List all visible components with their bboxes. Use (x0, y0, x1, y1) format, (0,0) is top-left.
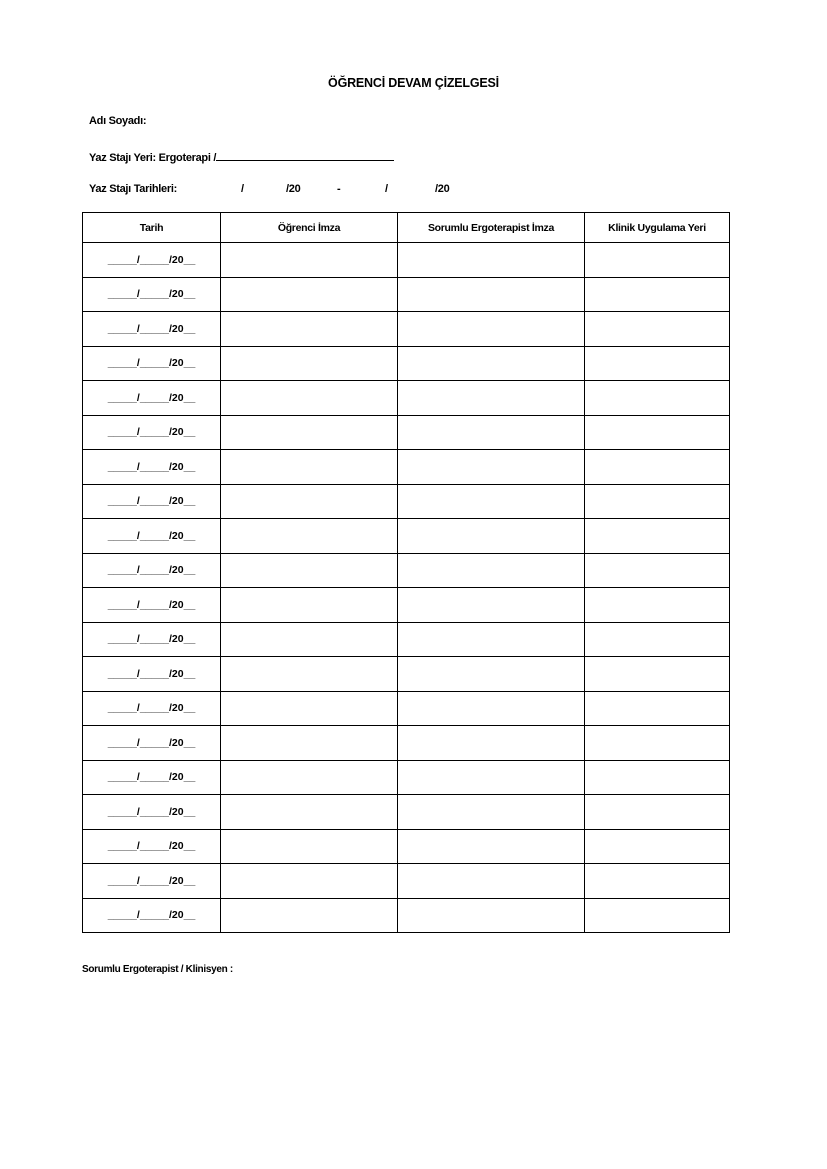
date-cell[interactable]: _____/_____/20__ (83, 864, 221, 899)
date-cell[interactable]: _____/_____/20__ (83, 312, 221, 347)
clinic-location-cell[interactable] (585, 795, 730, 830)
date-cell[interactable]: _____/_____/20__ (83, 415, 221, 450)
column-header-student-signature: Öğrenci İmza (221, 213, 398, 243)
page-title: ÖĞRENCİ DEVAM ÇİZELGESİ (328, 76, 499, 90)
therapist-signature-cell[interactable] (398, 795, 585, 830)
internship-place-label: Yaz Stajı Yeri: Ergoterapi / (89, 152, 217, 164)
clinic-location-cell[interactable] (585, 726, 730, 761)
date-cell[interactable]: _____/_____/20__ (83, 484, 221, 519)
student-signature-cell[interactable] (221, 277, 398, 312)
date-cell[interactable]: _____/_____/20__ (83, 277, 221, 312)
therapist-signature-cell[interactable] (398, 346, 585, 381)
date-cell[interactable]: _____/_____/20__ (83, 450, 221, 485)
date-cell[interactable]: _____/_____/20__ (83, 243, 221, 278)
student-signature-cell[interactable] (221, 657, 398, 692)
date-cell[interactable]: _____/_____/20__ (83, 795, 221, 830)
student-signature-cell[interactable] (221, 346, 398, 381)
clinic-location-cell[interactable] (585, 553, 730, 588)
date-cell[interactable]: _____/_____/20__ (83, 622, 221, 657)
date-cell[interactable]: _____/_____/20__ (83, 829, 221, 864)
therapist-signature-cell[interactable] (398, 484, 585, 519)
student-signature-cell[interactable] (221, 691, 398, 726)
name-field-label: Adı Soyadı: (89, 115, 147, 127)
clinic-location-cell[interactable] (585, 829, 730, 864)
dates-separator-1: / (241, 183, 244, 195)
clinic-location-cell[interactable] (585, 312, 730, 347)
therapist-signature-cell[interactable] (398, 243, 585, 278)
column-header-therapist-signature: Sorumlu Ergoterapist İmza (398, 213, 585, 243)
column-header-clinic-location: Klinik Uygulama Yeri (585, 213, 730, 243)
student-signature-cell[interactable] (221, 864, 398, 899)
table-row (83, 415, 730, 450)
therapist-signature-cell[interactable] (398, 450, 585, 485)
table-row (83, 622, 730, 657)
clinic-location-cell[interactable] (585, 864, 730, 899)
clinic-location-cell[interactable] (585, 691, 730, 726)
date-cell[interactable]: _____/_____/20__ (83, 898, 221, 933)
therapist-signature-cell[interactable] (398, 691, 585, 726)
dates-separator-4: /20 (435, 183, 450, 195)
date-cell[interactable]: _____/_____/20__ (83, 381, 221, 416)
table-row (83, 484, 730, 519)
clinic-location-cell[interactable] (585, 898, 730, 933)
therapist-signature-cell[interactable] (398, 829, 585, 864)
therapist-signature-cell[interactable] (398, 726, 585, 761)
clinic-location-cell[interactable] (585, 346, 730, 381)
clinic-location-cell[interactable] (585, 243, 730, 278)
attendance-table (82, 212, 730, 933)
therapist-signature-cell[interactable] (398, 864, 585, 899)
therapist-clinician-label: Sorumlu Ergoterapist / Klinisyen : (82, 964, 233, 975)
column-header-date: Tarih (83, 213, 221, 243)
therapist-signature-cell[interactable] (398, 622, 585, 657)
date-cell[interactable]: _____/_____/20__ (83, 553, 221, 588)
table-row (83, 450, 730, 485)
table-row (83, 346, 730, 381)
therapist-signature-cell[interactable] (398, 898, 585, 933)
table-row (83, 588, 730, 623)
internship-place-field (89, 149, 394, 164)
clinic-location-cell[interactable] (585, 588, 730, 623)
table-row (83, 381, 730, 416)
student-signature-cell[interactable] (221, 795, 398, 830)
student-signature-cell[interactable] (221, 450, 398, 485)
therapist-signature-cell[interactable] (398, 415, 585, 450)
student-signature-cell[interactable] (221, 312, 398, 347)
student-signature-cell[interactable] (221, 381, 398, 416)
clinic-location-cell[interactable] (585, 415, 730, 450)
table-row (83, 691, 730, 726)
table-row (83, 795, 730, 830)
student-signature-cell[interactable] (221, 243, 398, 278)
table-row (83, 864, 730, 899)
clinic-location-cell[interactable] (585, 484, 730, 519)
therapist-signature-cell[interactable] (398, 277, 585, 312)
therapist-signature-cell[interactable] (398, 588, 585, 623)
date-cell[interactable]: _____/_____/20__ (83, 760, 221, 795)
table-row (83, 553, 730, 588)
student-signature-cell[interactable] (221, 726, 398, 761)
therapist-signature-cell[interactable] (398, 553, 585, 588)
dates-separator-3: / (385, 183, 388, 195)
student-signature-cell[interactable] (221, 553, 398, 588)
date-cell[interactable]: _____/_____/20__ (83, 726, 221, 761)
student-signature-cell[interactable] (221, 484, 398, 519)
therapist-signature-cell[interactable] (398, 760, 585, 795)
clinic-location-cell[interactable] (585, 622, 730, 657)
dates-range-dash: - (337, 183, 341, 195)
table-row (83, 243, 730, 278)
clinic-location-cell[interactable] (585, 519, 730, 554)
table-row (83, 829, 730, 864)
dates-separator-2: /20 (286, 183, 301, 195)
student-signature-cell[interactable] (221, 760, 398, 795)
therapist-signature-cell[interactable] (398, 312, 585, 347)
clinic-location-cell[interactable] (585, 450, 730, 485)
clinic-location-cell[interactable] (585, 657, 730, 692)
date-cell[interactable]: _____/_____/20__ (83, 519, 221, 554)
student-signature-cell[interactable] (221, 588, 398, 623)
therapist-signature-cell[interactable] (398, 519, 585, 554)
internship-dates-field (89, 183, 489, 197)
internship-dates-label: Yaz Stajı Tarihleri: (89, 183, 177, 195)
table-row (83, 277, 730, 312)
date-cell[interactable]: _____/_____/20__ (83, 588, 221, 623)
student-signature-cell[interactable] (221, 622, 398, 657)
table-row (83, 726, 730, 761)
table-row (83, 519, 730, 554)
student-signature-cell[interactable] (221, 519, 398, 554)
clinic-location-cell[interactable] (585, 381, 730, 416)
table-row (83, 657, 730, 692)
internship-place-blank[interactable] (216, 149, 394, 161)
table-header-row (83, 213, 730, 243)
clinic-location-cell[interactable] (585, 277, 730, 312)
table-row (83, 312, 730, 347)
clinic-location-cell[interactable] (585, 760, 730, 795)
table-row (83, 898, 730, 933)
student-signature-cell[interactable] (221, 415, 398, 450)
student-signature-cell[interactable] (221, 898, 398, 933)
table-row (83, 760, 730, 795)
date-cell[interactable]: _____/_____/20__ (83, 657, 221, 692)
therapist-signature-cell[interactable] (398, 381, 585, 416)
date-cell[interactable]: _____/_____/20__ (83, 346, 221, 381)
date-cell[interactable]: _____/_____/20__ (83, 691, 221, 726)
student-signature-cell[interactable] (221, 829, 398, 864)
therapist-signature-cell[interactable] (398, 657, 585, 692)
